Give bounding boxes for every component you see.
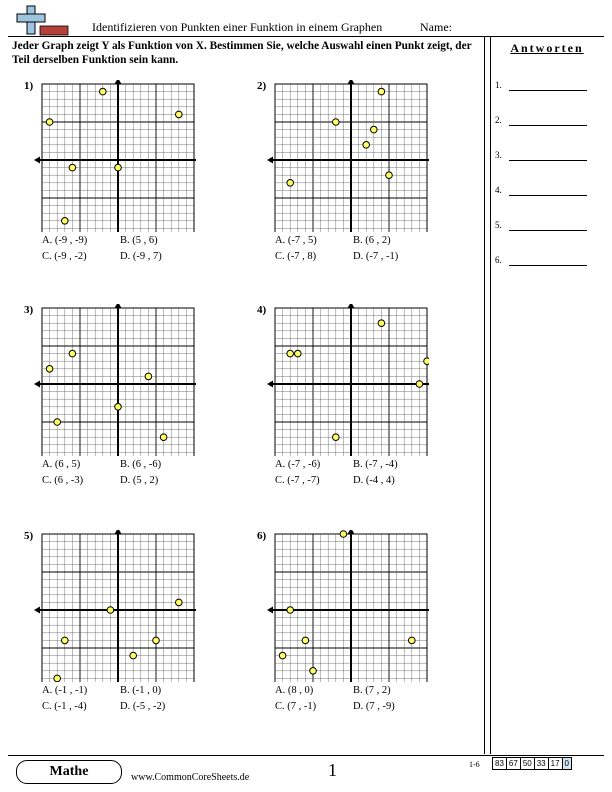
plot-point — [333, 434, 340, 441]
answer-number: 6. — [495, 255, 502, 265]
choice-b[interactable]: B. (-1 , 0) — [120, 685, 162, 696]
choice-b[interactable]: B. (6 , 2) — [353, 235, 391, 246]
problem-number: 6) — [257, 530, 267, 542]
choice-c[interactable]: C. (-7 , -7) — [275, 475, 320, 486]
footer-divider — [8, 755, 604, 756]
choice-b[interactable]: B. (7 , 2) — [353, 685, 391, 696]
worksheet-title: Identifizieren von Punkten einer Funktion in einem Graphen — [92, 20, 383, 34]
coordinate-grid — [267, 530, 429, 682]
problem-number: 1) — [24, 80, 34, 92]
plot-point — [279, 652, 286, 659]
website-label: www.CommonCoreSheets.de — [131, 772, 250, 783]
choice-d[interactable]: D. (7 , -9) — [353, 701, 395, 712]
coordinate-grid — [34, 304, 196, 456]
problem-number: 5) — [24, 530, 34, 542]
plot-point — [176, 111, 183, 118]
problem-2 — [257, 80, 467, 280]
score-cell: 0 — [562, 758, 571, 770]
plot-point — [371, 126, 378, 133]
answer-number: 5. — [495, 220, 502, 230]
page-number: 1 — [328, 760, 337, 780]
problem-number: 4) — [257, 304, 267, 316]
answers-title: Antworten — [510, 41, 584, 55]
plot-point — [386, 172, 393, 179]
plot-point — [295, 350, 302, 357]
plot-point — [310, 668, 317, 675]
answer-row — [495, 150, 595, 164]
answer-row — [495, 80, 595, 94]
plot-point — [302, 637, 309, 644]
choice-c[interactable]: C. (6 , -3) — [42, 475, 84, 486]
score-cell: 50 — [520, 758, 534, 770]
plot-point — [363, 142, 370, 149]
coordinate-grid — [267, 304, 429, 456]
score-cell: 67 — [506, 758, 520, 770]
name-label: Name: — [420, 20, 452, 34]
plot-point — [416, 381, 423, 388]
subject-badge: Mathe — [16, 760, 122, 784]
instructions: Jeder Graph zeigt Y als Funktion von X. Bestimmen Sie, welche Auswahl einen Punkt zeigt, der Teil derselben Funktion sein kann. — [12, 40, 472, 66]
choice-a[interactable]: A. (-7 , -6) — [275, 459, 321, 470]
answer-number: 4. — [495, 185, 502, 195]
answer-blank[interactable] — [509, 265, 587, 266]
choice-a[interactable]: A. (8 , 0) — [275, 685, 314, 696]
answer-number: 2. — [495, 115, 502, 125]
choice-b[interactable]: B. (-7 , -4) — [353, 459, 398, 470]
choice-c[interactable]: C. (-1 , -4) — [42, 701, 87, 712]
answer-row — [495, 185, 595, 199]
coordinate-grid — [34, 80, 196, 232]
answer-blank[interactable] — [509, 230, 587, 231]
score-cell: 17 — [548, 758, 562, 770]
answer-row — [495, 255, 595, 269]
plot-point — [378, 320, 385, 327]
choice-a[interactable]: A. (-7 , 5) — [275, 235, 317, 246]
choice-b[interactable]: B. (5 , 6) — [120, 235, 158, 246]
answer-blank[interactable] — [509, 160, 587, 161]
problem-number: 2) — [257, 80, 267, 92]
plot-point — [107, 607, 114, 614]
plot-point — [46, 366, 53, 373]
plot-point — [340, 531, 347, 538]
score-cell: 83 — [493, 758, 507, 770]
answer-column-divider — [490, 36, 491, 754]
plot-point — [69, 350, 76, 357]
problem-6 — [257, 530, 467, 730]
answer-row — [495, 220, 595, 234]
answer-blank[interactable] — [509, 90, 587, 91]
answer-number: 1. — [495, 80, 502, 90]
choice-d[interactable]: D. (-4 , 4) — [353, 475, 395, 486]
logo-icon — [14, 4, 74, 36]
plot-point — [176, 599, 183, 606]
answer-number: 3. — [495, 150, 502, 160]
problem-1 — [24, 80, 234, 280]
choice-d[interactable]: D. (-9 , 7) — [120, 251, 162, 262]
problem-4 — [257, 304, 467, 504]
plot-point — [287, 607, 294, 614]
choice-c[interactable]: C. (-9 , -2) — [42, 251, 87, 262]
choice-d[interactable]: D. (-5 , -2) — [120, 701, 166, 712]
plot-point — [69, 164, 76, 171]
answer-row — [495, 115, 595, 129]
choice-a[interactable]: A. (6 , 5) — [42, 459, 81, 470]
plot-point — [54, 419, 61, 426]
plot-point — [145, 373, 152, 380]
plot-point — [100, 88, 107, 95]
plot-point — [287, 350, 294, 357]
plot-point — [115, 404, 122, 411]
choice-b[interactable]: B. (6 , -6) — [120, 459, 162, 470]
score-range: 1-6 — [469, 760, 480, 769]
plot-point — [160, 434, 167, 441]
problem-5 — [24, 530, 234, 730]
coordinate-grid — [267, 80, 429, 232]
problem-3 — [24, 304, 234, 504]
plot-point — [409, 637, 416, 644]
choice-c[interactable]: C. (-7 , 8) — [275, 251, 317, 262]
plot-point — [378, 88, 385, 95]
plot-point — [130, 652, 137, 659]
choice-d[interactable]: D. (5 , 2) — [120, 475, 159, 486]
choice-a[interactable]: A. (-9 , -9) — [42, 235, 88, 246]
plot-point — [46, 119, 53, 126]
plot-point — [54, 675, 61, 682]
plot-point — [62, 218, 69, 225]
choice-d[interactable]: D. (-7 , -1) — [353, 251, 399, 262]
answer-blank[interactable] — [509, 125, 587, 126]
score-cell: 33 — [534, 758, 548, 770]
plot-point — [424, 358, 429, 365]
answer-blank[interactable] — [509, 195, 587, 196]
score-table — [492, 757, 572, 770]
plot-point — [333, 119, 340, 126]
answer-column — [484, 36, 599, 754]
plot-point — [62, 637, 69, 644]
problem-number: 3) — [24, 304, 34, 316]
plot-point — [287, 180, 294, 187]
plot-point — [153, 637, 160, 644]
plot-point — [115, 164, 122, 171]
choice-c[interactable]: C. (7 , -1) — [275, 701, 317, 712]
choice-a[interactable]: A. (-1 , -1) — [42, 685, 88, 696]
coordinate-grid — [34, 530, 196, 682]
